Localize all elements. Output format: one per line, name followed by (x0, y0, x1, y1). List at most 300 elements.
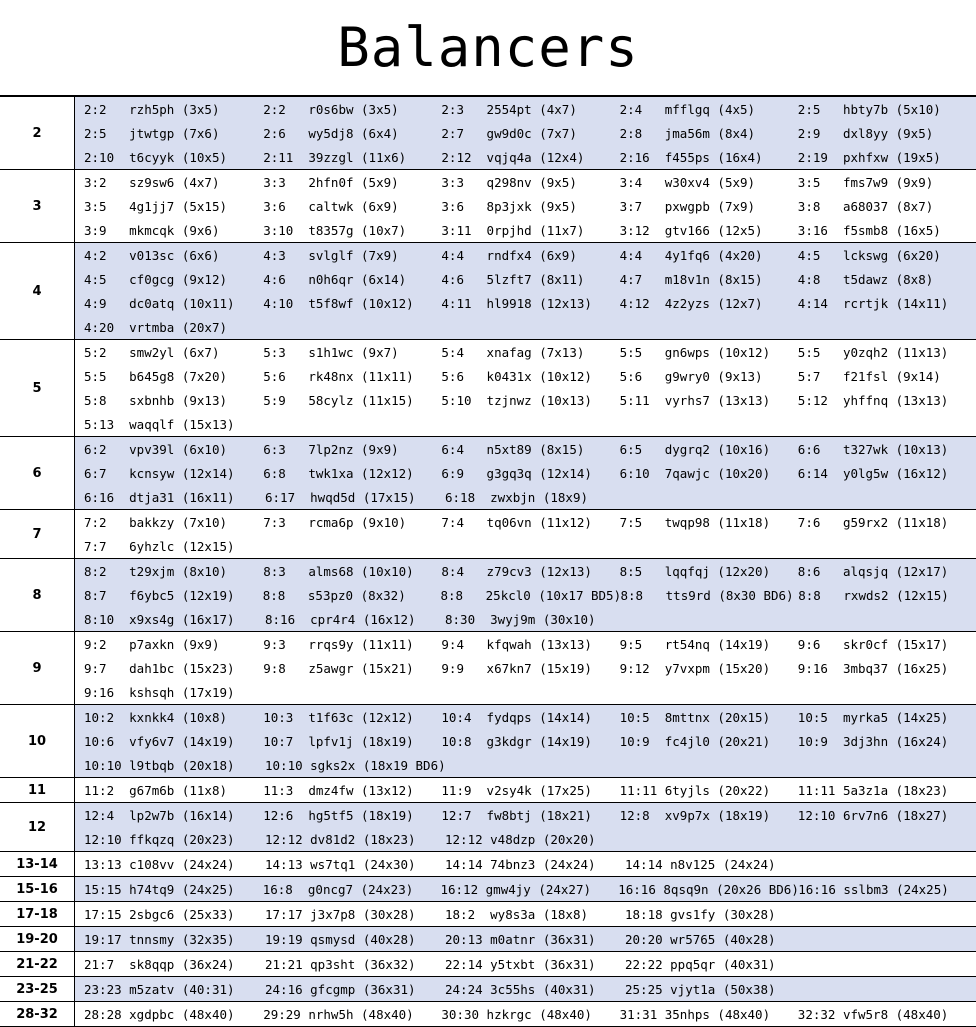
balancer-entry (441, 393, 619, 408)
balancer-ratio: 6:10 (620, 466, 665, 481)
balancer-ratio: 10:9 (798, 734, 843, 749)
balancer-entry (84, 126, 263, 141)
balancer-entry (441, 199, 619, 214)
balancer-entry (798, 734, 976, 749)
balancer-ratio: 9:12 (620, 661, 665, 676)
balancer-ratio: 10:10 (84, 758, 129, 773)
balancer-ratio: 11:11 (620, 783, 665, 798)
balancer-ratio: 9:16 (84, 685, 129, 700)
balancer-entry (798, 345, 976, 360)
balancer-ratio: 9:5 (620, 637, 665, 652)
group-label: 7 (0, 510, 75, 559)
balancer-entry (265, 490, 445, 505)
balancer-id: rcrtjk (14x11) (843, 296, 948, 311)
group-row (0, 510, 976, 559)
balancer-id: fydqps (14x14) (487, 710, 592, 725)
entry-line (84, 852, 976, 876)
balancer-id: 4z2yzs (12x7) (665, 296, 763, 311)
balancer-id: t5dawz (8x8) (843, 272, 933, 287)
balancer-id: 2sbgc6 (25x33) (129, 907, 234, 922)
balancer-ratio: 9:2 (84, 637, 129, 652)
balancer-entry (84, 637, 263, 652)
balancer-id: vfw5r8 (48x40) (843, 1007, 948, 1022)
balancer-id: y5txbt (36x31) (490, 957, 595, 972)
group-entries (75, 632, 976, 705)
balancer-id: sk8qqp (36x24) (129, 957, 234, 972)
balancer-ratio: 12:10 (798, 808, 843, 823)
balancer-entry (441, 466, 619, 481)
balancer-entry (798, 102, 976, 117)
balancer-ratio: 3:6 (263, 199, 308, 214)
balancer-ratio: 32:32 (798, 1007, 843, 1022)
balancer-ratio: 12:6 (263, 808, 308, 823)
balancer-id: sgks2x (18x19 BD6) (310, 758, 445, 773)
balancer-entry (84, 832, 265, 847)
balancer-entry (263, 126, 441, 141)
entry-line (84, 559, 976, 583)
balancer-id: xv9p7x (18x19) (665, 808, 770, 823)
balancer-ratio: 5:5 (84, 369, 129, 384)
balancer-ratio: 5:8 (84, 393, 129, 408)
group-row (0, 559, 976, 632)
balancer-ratio: 3:3 (441, 175, 486, 190)
balancer-entry (263, 734, 441, 749)
balancer-entry (441, 808, 619, 823)
balancer-ratio: 6:14 (798, 466, 843, 481)
balancer-entry (263, 175, 441, 190)
balancer-ratio: 12:7 (441, 808, 486, 823)
balancer-entry (441, 223, 619, 238)
balancer-id: g0ncg7 (24x23) (308, 882, 413, 897)
balancer-ratio: 6:2 (84, 442, 129, 457)
balancer-entry (798, 272, 976, 287)
balancer-ratio: 25:25 (625, 982, 670, 997)
balancer-ratio: 6:8 (263, 466, 308, 481)
balancer-entry (798, 661, 976, 676)
balancer-entry (620, 150, 798, 165)
balancer-entry (620, 393, 798, 408)
entry-line (84, 803, 976, 827)
balancer-ratio: 16:8 (263, 882, 308, 897)
group-label: 10 (0, 705, 75, 778)
balancer-entry (84, 320, 265, 335)
balancer-id: rzh5ph (3x5) (129, 102, 219, 117)
balancer-ratio: 7:4 (441, 515, 486, 530)
balancer-entry (263, 223, 441, 238)
balancer-id: k0431x (10x12) (487, 369, 592, 384)
balancer-entry (84, 199, 263, 214)
balancer-ratio: 17:17 (265, 907, 310, 922)
group-label: 2 (0, 97, 75, 170)
balancer-entry (620, 102, 798, 117)
balancer-id: qsmysd (40x28) (310, 932, 415, 947)
balancer-id: 0rpjhd (11x7) (487, 223, 585, 238)
balancer-ratio: 8:30 (445, 612, 490, 627)
balancer-entry (84, 442, 263, 457)
balancer-ratio: 3:2 (84, 175, 129, 190)
balancer-id: lckswg (6x20) (843, 248, 941, 263)
balancer-entry (798, 199, 976, 214)
balancer-id: v2sy4k (17x25) (487, 783, 592, 798)
balancer-id: alms68 (10x10) (308, 564, 413, 579)
balancer-id: m5zatv (40:31) (129, 982, 234, 997)
balancer-id: cf0gcg (9x12) (129, 272, 227, 287)
balancer-id: twqp98 (11x18) (665, 515, 770, 530)
balancer-id: 6yhzlc (12x15) (129, 539, 234, 554)
balancer-entry (84, 490, 265, 505)
balancer-id: 8qsq9n (20x26 BD6) (663, 882, 798, 897)
balancer-ratio: 2:9 (798, 126, 843, 141)
balancer-ratio: 2:16 (620, 150, 665, 165)
balancer-ratio: 8:5 (620, 564, 665, 579)
group-row (0, 97, 976, 170)
balancer-entry (798, 248, 976, 263)
balancer-id: svlglf (7x9) (308, 248, 398, 263)
balancer-entry (620, 175, 798, 190)
balancer-ratio: 21:21 (265, 957, 310, 972)
balancer-id: x9xs4g (16x17) (129, 612, 234, 627)
balancer-ratio: 22:22 (625, 957, 670, 972)
balancer-ratio: 22:14 (445, 957, 490, 972)
balancer-id: dah1bc (15x23) (129, 661, 234, 676)
balancer-entry (263, 150, 441, 165)
balancer-entry (620, 272, 798, 287)
balancer-entry (265, 857, 445, 872)
balancer-entry (441, 637, 619, 652)
balancer-id: wy8s3a (18x8) (490, 907, 588, 922)
balancer-id: 5lzft7 (8x11) (487, 272, 585, 287)
balancer-entry (620, 442, 798, 457)
balancer-ratio: 4:5 (798, 248, 843, 263)
balancer-id: 3dj3hn (16x24) (843, 734, 948, 749)
balancer-id: dmz4fw (13x12) (308, 783, 413, 798)
balancer-id: pxhfxw (19x5) (843, 150, 941, 165)
group-entries (75, 803, 976, 852)
balancer-ratio: 2:8 (620, 126, 665, 141)
balancer-entry (620, 564, 798, 579)
balancer-id: kfqwah (13x13) (487, 637, 592, 652)
entry-line (84, 267, 976, 291)
balancer-ratio: 4:9 (84, 296, 129, 311)
group-row (0, 705, 976, 778)
balancer-entry (620, 661, 798, 676)
balancer-entry (265, 957, 445, 972)
balancer-ratio: 8:6 (798, 564, 843, 579)
balancer-ratio: 10:6 (84, 734, 129, 749)
balancer-entry (265, 612, 445, 627)
balancer-id: g3gq3q (12x14) (487, 466, 592, 481)
balancer-id: fms7w9 (9x9) (843, 175, 933, 190)
group-label: 11 (0, 778, 75, 803)
balancer-id: fw8btj (18x21) (487, 808, 592, 823)
balancer-id: x67kn7 (15x19) (487, 661, 592, 676)
entry-line (84, 705, 976, 729)
balancer-entry (798, 808, 976, 823)
balancer-id: s53pz0 (8x32) (308, 588, 406, 603)
balancer-ratio: 30:30 (441, 1007, 486, 1022)
balancer-ratio: 3:16 (798, 223, 843, 238)
balancer-entry (798, 564, 976, 579)
balancer-ratio: 3:5 (84, 199, 129, 214)
balancer-entry (798, 588, 976, 603)
balancer-ratio: 11:3 (263, 783, 308, 798)
group-entries (75, 170, 976, 243)
balancer-ratio: 7:6 (798, 515, 843, 530)
balancer-id: g67m6b (11x8) (129, 783, 227, 798)
balancer-ratio: 6:6 (798, 442, 843, 457)
group-row (0, 803, 976, 852)
balancer-id: y0lg5w (16x12) (843, 466, 948, 481)
balancer-ratio: 11:9 (441, 783, 486, 798)
balancer-ratio: 8:10 (84, 612, 129, 627)
balancer-ratio: 14:14 (445, 857, 490, 872)
entry-line (84, 461, 976, 485)
balancer-id: 39zzgl (11x6) (308, 150, 406, 165)
entry-line (84, 656, 976, 680)
balancer-id: 3mbq37 (16x25) (843, 661, 948, 676)
balancer-id: 3c55hs (40x31) (490, 982, 595, 997)
balancer-entry (263, 199, 441, 214)
balancer-ratio: 15:15 (84, 882, 129, 897)
balancer-ratio: 4:14 (798, 296, 843, 311)
balancer-ratio: 8:7 (84, 588, 129, 603)
balancer-entry (263, 882, 441, 897)
page-title: Balancers (0, 0, 976, 96)
balancer-entry (445, 932, 625, 947)
group-row (0, 927, 976, 952)
balancer-ratio: 8:8 (620, 588, 665, 603)
balancer-id: hwqd5d (17x15) (310, 490, 415, 505)
balancer-ratio: 5:6 (263, 369, 308, 384)
balancer-ratio: 12:10 (84, 832, 129, 847)
balancer-id: lpfv1j (18x19) (308, 734, 413, 749)
balancer-ratio: 14:14 (625, 857, 670, 872)
balancer-id: vpv39l (6x10) (129, 442, 227, 457)
balancer-id: gmw4jy (24x27) (486, 882, 591, 897)
balancer-id: cpr4r4 (16x12) (310, 612, 415, 627)
entry-line (84, 877, 976, 901)
group-label: 17-18 (0, 902, 75, 927)
balancer-id: v013sc (6x6) (129, 248, 219, 263)
group-label: 19-20 (0, 927, 75, 952)
balancer-entry (441, 710, 619, 725)
balancer-id: z79cv3 (12x13) (487, 564, 592, 579)
balancer-ratio: 4:4 (620, 248, 665, 263)
balancer-ratio: 10:9 (620, 734, 665, 749)
balancer-id: 7lp2nz (9x9) (308, 442, 398, 457)
balancer-entry (620, 223, 798, 238)
balancer-entry (84, 758, 265, 773)
balancer-entry (445, 982, 625, 997)
balancer-id: hbty7b (5x10) (843, 102, 941, 117)
balancer-ratio: 7:3 (263, 515, 308, 530)
balancer-entry (84, 417, 265, 432)
balancer-entry (84, 102, 263, 117)
balancer-ratio: 4:12 (620, 296, 665, 311)
balancer-id: f5smb8 (16x5) (843, 223, 941, 238)
balancer-ratio: 5:7 (798, 369, 843, 384)
group-label: 9 (0, 632, 75, 705)
balancer-id: kxnkk4 (10x8) (129, 710, 227, 725)
balancer-ratio: 6:5 (620, 442, 665, 457)
balancer-entry (445, 490, 625, 505)
balancer-id: vyrhs7 (13x13) (665, 393, 770, 408)
entry-line (84, 145, 976, 169)
balancer-ratio: 5:5 (798, 345, 843, 360)
balancer-ratio: 10:5 (798, 710, 843, 725)
balancer-ratio: 29:29 (263, 1007, 308, 1022)
entry-line (84, 1002, 976, 1026)
balancer-entry (798, 882, 976, 897)
group-row (0, 778, 976, 803)
balancer-id: fc4jl0 (20x21) (665, 734, 770, 749)
balancer-ratio: 9:7 (84, 661, 129, 676)
balancer-id: ws7tq1 (24x30) (310, 857, 415, 872)
balancer-ratio: 3:6 (441, 199, 486, 214)
balancer-id: ppq5qr (40x31) (670, 957, 775, 972)
balancer-entry (620, 466, 798, 481)
balancer-ratio: 19:19 (265, 932, 310, 947)
balancer-id: q298nv (9x5) (487, 175, 577, 190)
balancer-ratio: 9:9 (441, 661, 486, 676)
balancer-id: yhffnq (13x13) (843, 393, 948, 408)
balancer-ratio: 3:5 (798, 175, 843, 190)
balancer-ratio: 4:20 (84, 320, 129, 335)
balancer-id: rcma6p (9x10) (308, 515, 406, 530)
entry-line (84, 315, 976, 339)
group-entries (75, 927, 976, 952)
balancer-ratio: 5:11 (620, 393, 665, 408)
group-entries (75, 877, 976, 902)
balancer-entry (441, 272, 619, 287)
balancer-ratio: 6:4 (441, 442, 486, 457)
balancer-ratio: 12:4 (84, 808, 129, 823)
balancer-entry (84, 612, 265, 627)
balancer-ratio: 5:6 (620, 369, 665, 384)
balancer-entry (625, 957, 805, 972)
balancer-entry (263, 564, 441, 579)
balancer-id: pxwgpb (7x9) (665, 199, 755, 214)
balancer-entry (445, 907, 625, 922)
balancer-id: kcnsyw (12x14) (129, 466, 234, 481)
balancer-id: mkmcqk (9x6) (129, 223, 219, 238)
balancer-id: t5f8wf (10x12) (308, 296, 413, 311)
balancer-id: sz9sw6 (4x7) (129, 175, 219, 190)
balancer-id: n8v125 (24x24) (670, 857, 775, 872)
group-row (0, 1002, 976, 1027)
balancer-ratio: 2:11 (263, 150, 308, 165)
balancer-entry (618, 882, 798, 897)
group-label: 13-14 (0, 852, 75, 877)
balancer-ratio: 10:7 (263, 734, 308, 749)
balancer-id: rxwds2 (12x15) (843, 588, 948, 603)
entry-line (84, 121, 976, 145)
balancer-id: f455ps (16x4) (665, 150, 763, 165)
balancer-ratio: 4:4 (441, 248, 486, 263)
balancer-entry (441, 150, 619, 165)
balancer-entry (798, 637, 976, 652)
entry-line (84, 534, 976, 558)
group-entries (75, 510, 976, 559)
balancer-id: twk1xa (12x12) (308, 466, 413, 481)
balancer-entry (84, 466, 263, 481)
balancer-ratio: 9:4 (441, 637, 486, 652)
balancer-entry (84, 808, 263, 823)
balancer-ratio: 4:11 (441, 296, 486, 311)
balancer-entry (620, 515, 798, 530)
balancer-ratio: 9:8 (263, 661, 308, 676)
balancer-id: b645g8 (7x20) (129, 369, 227, 384)
balancer-id: 6tyjls (20x22) (665, 783, 770, 798)
balancer-id: myrka5 (14x25) (843, 710, 948, 725)
balancer-ratio: 24:16 (265, 982, 310, 997)
balancer-entry (84, 857, 265, 872)
balancer-entry (263, 808, 441, 823)
balancer-ratio: 10:5 (620, 710, 665, 725)
balancer-id: f6ybc5 (12x19) (129, 588, 234, 603)
balancer-ratio: 12:12 (265, 832, 310, 847)
balancer-id: s1h1wc (9x7) (308, 345, 398, 360)
balancer-entry (263, 248, 441, 263)
balancer-ratio: 2:2 (263, 102, 308, 117)
balancer-ratio: 2:3 (441, 102, 486, 117)
group-label: 5 (0, 340, 75, 437)
balancer-ratio: 21:7 (84, 957, 129, 972)
balancer-id: n5xt89 (8x15) (487, 442, 585, 457)
balancer-ratio: 4:8 (798, 272, 843, 287)
balancer-id: waqqlf (15x13) (129, 417, 234, 432)
balancer-id: dc0atq (10x11) (129, 296, 234, 311)
balancer-id: 25kcl0 (10x17 BD5) (486, 588, 621, 603)
balancer-entry (625, 857, 805, 872)
group-row (0, 170, 976, 243)
balancer-ratio: 5:9 (263, 393, 308, 408)
balancer-id: 2hfn0f (5x9) (308, 175, 398, 190)
balancer-id: vqjq4a (12x4) (487, 150, 585, 165)
balancer-entry (84, 685, 265, 700)
balancer-ratio: 4:10 (263, 296, 308, 311)
balancer-ratio: 2:6 (263, 126, 308, 141)
balancer-id: rndfx4 (6x9) (487, 248, 577, 263)
balancer-table (0, 96, 976, 1027)
balancer-entry (263, 710, 441, 725)
balancer-entry (84, 175, 263, 190)
balancer-entry (445, 832, 625, 847)
balancer-id: alqsjq (12x17) (843, 564, 948, 579)
balancer-id: t327wk (10x13) (843, 442, 948, 457)
balancer-id: qp3sht (36x32) (310, 957, 415, 972)
entry-line (84, 340, 976, 364)
balancer-ratio: 6:3 (263, 442, 308, 457)
balancer-ratio: 6:17 (265, 490, 310, 505)
balancer-id: tnnsmy (32x35) (129, 932, 234, 947)
balancer-id: h74tq9 (24x25) (129, 882, 234, 897)
balancer-entry (84, 734, 263, 749)
balancer-id: y7vxpm (15x20) (665, 661, 770, 676)
group-label: 3 (0, 170, 75, 243)
balancer-ratio: 5:4 (441, 345, 486, 360)
balancer-entry (620, 734, 798, 749)
balancer-ratio: 2:12 (441, 150, 486, 165)
entry-line (84, 827, 976, 851)
balancer-id: dygrq2 (10x16) (665, 442, 770, 457)
balancer-entry (84, 539, 265, 554)
balancer-entry (798, 466, 976, 481)
balancer-id: wr5765 (40x28) (670, 932, 775, 947)
balancer-id: y0zqh2 (11x13) (843, 345, 948, 360)
balancer-id: gfcgmp (36x31) (310, 982, 415, 997)
group-row (0, 437, 976, 510)
